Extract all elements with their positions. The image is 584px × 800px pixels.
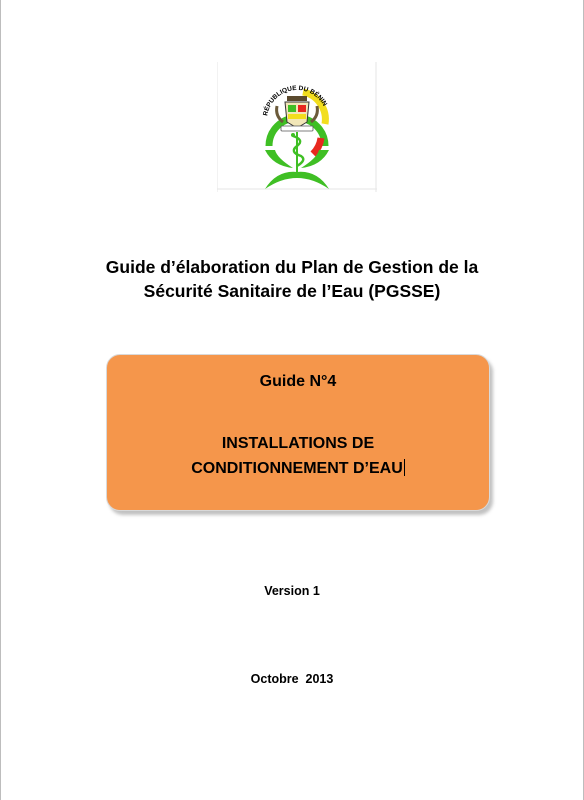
version-label: Version 1 (264, 584, 320, 598)
text-cursor-caret (404, 459, 405, 476)
guide-name-line-1: INSTALLATIONS DE (221, 435, 375, 452)
guide-number: Guide N°4 (259, 373, 337, 390)
document-title-line-1: Guide d’élaboration du Plan de Gestion de la (105, 257, 479, 277)
guide-name-line-2-text: CONDITIONNEMENT D’EAU (191, 460, 403, 477)
guide-name-line-2 (107, 456, 489, 481)
seal-arc-text: RÉPUBLIQUE DU BÉNIN (262, 84, 329, 117)
guide-banner (106, 354, 490, 511)
guide-name[interactable] (107, 431, 489, 481)
document-title (20, 255, 564, 303)
benin-ministry-seal-icon (217, 62, 377, 192)
publication-date: Octobre 2013 (250, 672, 334, 686)
document-title-line-2: Sécurité Sanitaire de l’Eau (PGSSE) (143, 281, 441, 301)
